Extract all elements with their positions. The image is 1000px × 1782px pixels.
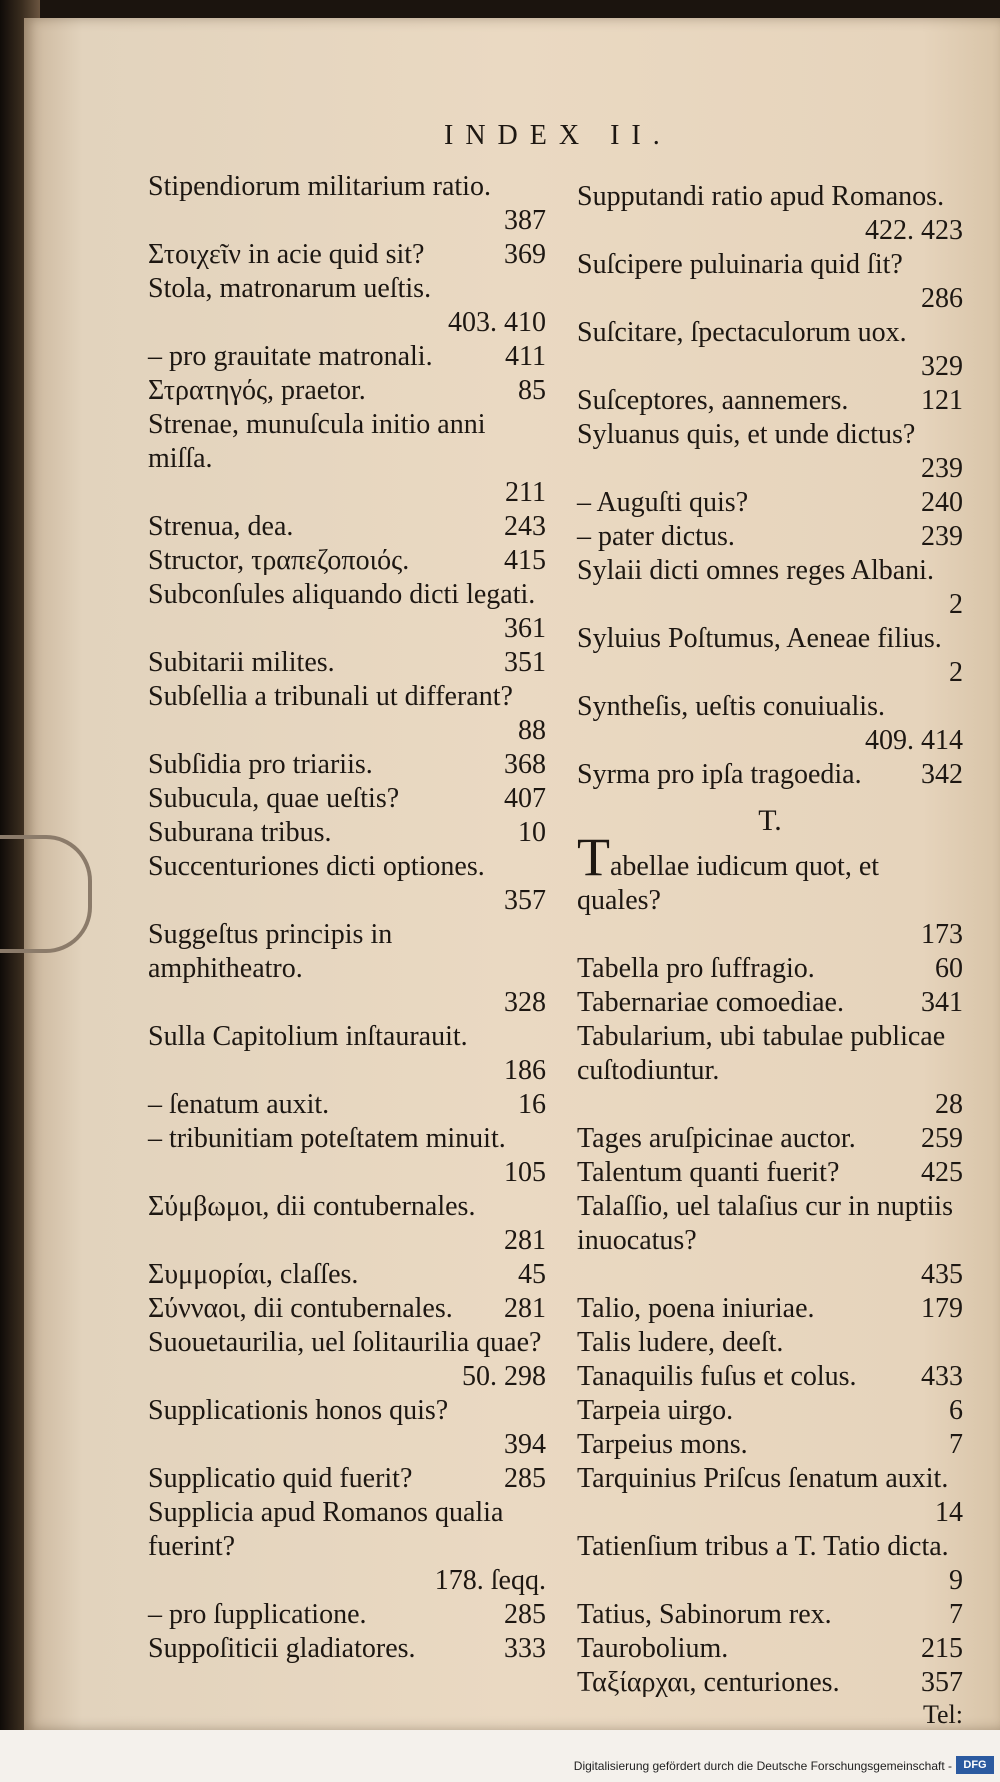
entry-text: Taurobolium. (577, 1633, 729, 1664)
index-entry (148, 272, 546, 340)
page-number: 7 (949, 1429, 963, 1460)
page-number: 9 (949, 1565, 963, 1596)
index-entry (148, 408, 546, 510)
page-number: 60 (935, 953, 963, 984)
page-number: 2 (949, 657, 963, 688)
entry-text: – pater dictus. (577, 521, 735, 552)
entry-text: Στοιχεῖν in acie quid sit? (148, 239, 425, 270)
index-entry (577, 554, 963, 622)
page-number: 178. ſeqq. (434, 1565, 546, 1596)
entry-text: Tanaquilis fuſus et colus. (577, 1361, 857, 1392)
index-entry (577, 486, 963, 520)
page-number: 240 (921, 487, 963, 518)
catchword: Tel: (922, 1700, 963, 1729)
entry-text: Subconſules aliquando dicti legati. (148, 579, 536, 610)
entry-text: Subſellia a tribunali ut differant? (148, 681, 513, 712)
index-entry (577, 1462, 963, 1530)
page-number: 179 (921, 1293, 963, 1324)
index-entry (148, 374, 546, 408)
entry-text: Syluanus quis, et unde dictus? (577, 419, 916, 450)
index-entry (148, 1394, 546, 1462)
page-number: 211 (505, 477, 546, 508)
index-entry (148, 816, 546, 850)
entry-text: Suſcitare, ſpectaculorum uox. (577, 317, 907, 348)
page-number: 45 (518, 1259, 546, 1290)
entry-text: Tabularium, ubi tabulae publicae cuſtodiuntur. (577, 1021, 946, 1086)
index-entry (577, 1428, 963, 1462)
index-entry (148, 1326, 546, 1394)
page-number: 10 (518, 817, 546, 848)
page-number: 368 (504, 749, 546, 780)
index-entry (148, 1496, 546, 1598)
page-number: 409. 414 (865, 725, 963, 756)
page-number: 173 (921, 919, 963, 950)
page-number: 259 (921, 1123, 963, 1154)
index-entry (148, 1462, 546, 1496)
entry-text: – Auguſti quis? (577, 487, 749, 518)
index-entry (577, 986, 963, 1020)
entry-text: – ſenatum auxit. (148, 1089, 330, 1120)
section-letter: T. (758, 804, 782, 837)
entry-text: Tabernariae comoediae. (577, 987, 844, 1018)
page-number: 186 (504, 1055, 546, 1086)
page-number: 394 (504, 1429, 546, 1460)
page-number: 415 (504, 545, 546, 576)
index-entry (148, 748, 546, 782)
index-entry (577, 180, 963, 248)
page-number: 341 (921, 987, 963, 1018)
page-number: 357 (504, 885, 546, 916)
entry-text: Subſidia pro triariis. (148, 749, 373, 780)
entry-text: Subitarii milites. (148, 647, 335, 678)
index-entry (577, 1190, 963, 1292)
entry-text: Talentum quanti fuerit? (577, 1157, 840, 1188)
page-number: 243 (504, 511, 546, 542)
index-entry (148, 1598, 546, 1632)
page-number: 14 (935, 1497, 963, 1528)
index-entry (577, 1666, 963, 1700)
page-number: 361 (504, 613, 546, 644)
index-entry (577, 622, 963, 690)
page-number: 2 (949, 589, 963, 620)
page-number: 285 (504, 1463, 546, 1494)
index-entry (148, 1020, 546, 1088)
page-number: 239 (921, 453, 963, 484)
index-entry (577, 690, 963, 758)
page-number: 422. 423 (865, 215, 963, 246)
page-number: 411 (505, 341, 546, 372)
index-entry (577, 952, 963, 986)
index-entry (148, 170, 546, 238)
entry-text: Syntheſis, ueſtis conuiualis. (577, 691, 885, 722)
index-entry (577, 384, 963, 418)
entry-text: – pro ſupplicatione. (148, 1599, 367, 1630)
scan-footer-band (0, 1730, 1000, 1782)
entry-text: Tabellae iudicum quot, et quales? (577, 827, 880, 916)
index-entry (577, 1122, 963, 1156)
index-column-right (577, 180, 963, 1730)
index-entry (148, 680, 546, 748)
entry-text: Suggeſtus principis in amphitheatro. (148, 919, 393, 984)
page-number: 239 (921, 521, 963, 552)
entry-text: Supputandi ratio apud Romanos. (577, 181, 945, 212)
entry-text: Stola, matronarum ueſtis. (148, 273, 432, 304)
entry-text: Sulla Capitolium inſtaurauit. (148, 1021, 468, 1052)
page-number: 88 (518, 715, 546, 746)
index-entry (577, 1394, 963, 1428)
index-entry (148, 578, 546, 646)
page-number: 121 (921, 385, 963, 416)
index-entry (577, 827, 963, 952)
index-entry (148, 238, 546, 272)
entry-text: Tatienſium tribus a T. Tatio dicta. (577, 1531, 949, 1562)
entry-text: Ταξίαρχαι, centuriones. (577, 1667, 840, 1698)
entry-text: Subucula, quae ueſtis? (148, 783, 400, 814)
page-number: 281 (504, 1225, 546, 1256)
entry-text: Supplicationis honos quis? (148, 1395, 449, 1426)
index-entry (577, 1020, 963, 1122)
entry-text: Supplicatio quid fuerit? (148, 1463, 413, 1494)
page-number: 7 (949, 1599, 963, 1630)
page-number: 85 (518, 375, 546, 406)
page-number: 281 (504, 1293, 546, 1324)
index-entry (577, 418, 963, 486)
page-number: 16 (518, 1089, 546, 1120)
entry-text: Succenturiones dicti optiones. (148, 851, 485, 882)
entry-text: – pro grauitate matronali. (148, 341, 433, 372)
page-number: 329 (921, 351, 963, 382)
page-number: 403. 410 (448, 307, 546, 338)
entry-text: – tribunitiam poteſtatem minuit. (148, 1123, 506, 1154)
index-entry (148, 850, 546, 918)
page-number: 369 (504, 239, 546, 270)
entry-text: Syluius Poſtumus, Aeneae filius. (577, 623, 942, 654)
entry-text: Σύνναοι, dii contubernales. (148, 1293, 453, 1324)
page-number: 28 (935, 1089, 963, 1120)
page-number: 105 (504, 1157, 546, 1188)
index-entry (148, 340, 546, 374)
index-entry (148, 1258, 546, 1292)
entry-text: Tarpeius mons. (577, 1429, 748, 1460)
page-number: 425 (921, 1157, 963, 1188)
entry-text: Tarpeia uirgo. (577, 1395, 734, 1426)
page-number: 50. 298 (462, 1361, 546, 1392)
entry-text: Talio, poena iniuriae. (577, 1293, 815, 1324)
index-column-left (148, 170, 546, 1666)
entry-text: Suſcipere puluinaria quid ſit? (577, 249, 903, 280)
page-number: 342 (921, 759, 963, 790)
entry-text: Tages aruſpicinae auctor. (577, 1123, 856, 1154)
index-entry (148, 1122, 546, 1190)
entry-text: Suppoſiticii gladiatores. (148, 1633, 416, 1664)
page-number: 333 (504, 1633, 546, 1664)
index-entry (577, 1360, 963, 1394)
entry-text: Tabella pro ſuffragio. (577, 953, 815, 984)
entry-text: Sylaii dicti omnes reges Albani. (577, 555, 934, 586)
index-entry (577, 1156, 963, 1190)
entry-text: Supplicia apud Romanos qualia fuerint? (148, 1497, 504, 1562)
index-entry (577, 1530, 963, 1598)
index-entry (148, 782, 546, 816)
entry-text: Talaſſio, uel talaſius cur in nuptiis inuocatus? (577, 1191, 953, 1256)
entry-text: Stipendiorum militarium ratio. (148, 171, 491, 202)
entry-text: Strenae, munuſcula initio anni miſſa. (148, 409, 486, 474)
page-number: 357 (921, 1667, 963, 1698)
entry-text: Suſceptores, aannemers. (577, 385, 849, 416)
entry-text: Suburana tribus. (148, 817, 332, 848)
index-entry (577, 520, 963, 554)
page-number: 286 (921, 283, 963, 314)
running-header: INDEX II. (444, 120, 672, 151)
index-entry (577, 758, 963, 792)
entry-text: Talis ludere, deeſt. (577, 1327, 784, 1358)
entry-text: Συμμορίαι, claſſes. (148, 1259, 359, 1290)
entry-text: Syrma pro ipſa tragoedia. (577, 759, 862, 790)
page-number: 215 (921, 1633, 963, 1664)
index-entry (148, 510, 546, 544)
index-entry (148, 544, 546, 578)
index-entry (148, 1632, 546, 1666)
index-entry (148, 1292, 546, 1326)
entry-text: Tatius, Sabinorum rex. (577, 1599, 832, 1630)
digitization-credit: Digitalisierung gefördert durch die Deutsche Forschungsgemeinschaft - (573, 1759, 952, 1773)
page-number: 407 (504, 783, 546, 814)
index-entry (577, 1632, 963, 1666)
index-entry (148, 646, 546, 680)
page-number: 351 (504, 647, 546, 678)
page-number: 285 (504, 1599, 546, 1630)
index-entry (148, 1088, 546, 1122)
index-entry (577, 1326, 963, 1360)
index-entry (148, 918, 546, 1020)
index-entry (577, 1292, 963, 1326)
page-number: 435 (921, 1259, 963, 1290)
page-number: 387 (504, 205, 546, 236)
dfg-logo: DFG (956, 1756, 994, 1774)
page-number: 433 (921, 1361, 963, 1392)
entry-text: Strenua, dea. (148, 511, 294, 542)
page-clip (0, 835, 92, 953)
entry-text: Structor, τραπεζοποιός. (148, 545, 410, 576)
entry-text: Suouetaurilia, uel ſolitaurilia quae? (148, 1327, 542, 1358)
entry-text: Tarquinius Priſcus ſenatum auxit. (577, 1463, 949, 1494)
index-entry (577, 248, 963, 316)
page-number: 6 (949, 1395, 963, 1426)
index-entry (577, 1598, 963, 1632)
index-entry (577, 316, 963, 384)
index-entry (148, 1190, 546, 1258)
entry-text: Σύμβωμοι, dii contubernales. (148, 1191, 476, 1222)
page-number: 328 (504, 987, 546, 1018)
entry-text: Στρατηγός, praetor. (148, 375, 366, 406)
